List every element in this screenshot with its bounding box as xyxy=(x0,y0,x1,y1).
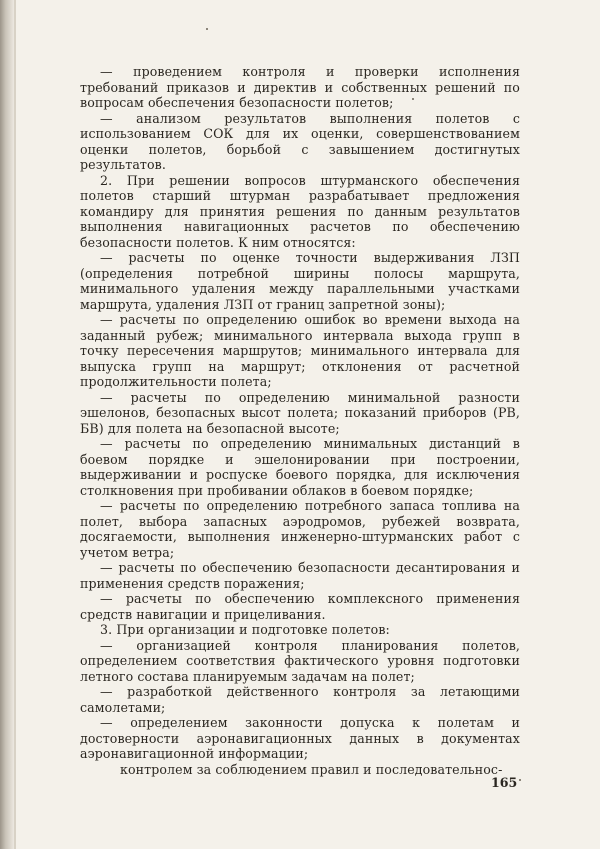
paragraph-2: — анализом результатов выполнения полетов с использованием СОК для их оценки, совершенствованием оценки полетов, борьбой с завышением достигнутых результатов. xyxy=(80,110,520,172)
paragraph-1: — проведением контроля и проверки исполнения требований приказов и директив и собственных решений по вопросам обеспечения безопасности полетов; xyxy=(80,64,520,110)
print-speck xyxy=(206,28,208,30)
page-binding-shadow xyxy=(0,0,14,849)
paragraph-7: — расчеты по определению минимальных дистанций в боевом порядке и эшелонировании при построении, выдерживании и роспуске боевого порядка, для исключения столкновения при пробивании облаков в боевом порядке; xyxy=(80,436,520,498)
paragraph-4: — расчеты по оценке точности выдерживания ЛЗП (определения потребной ширины полосы маршрута, минимального удаления между параллельными участками маршрута, удаления ЛЗП от границ запретной зоны); xyxy=(80,250,520,312)
print-speck xyxy=(412,98,414,100)
paragraph-5: — расчеты по определению ошибок во времени выхода на заданный рубеж; минимального интервала выхода групп в точку пересечения маршрутов; минимального интервала для выпуска групп на маршрут; отклонения от расчетной продолжительности полета; xyxy=(80,312,520,389)
paragraph-15: контролем за соблюдением правил и последовательнос- xyxy=(120,761,503,777)
document-body xyxy=(80,64,520,777)
paragraph-11: 3. При организации и подготовке полетов: xyxy=(100,622,390,637)
paragraph-10: — расчеты по обеспечению комплексного применения средств навигации и прицеливания. xyxy=(80,591,520,622)
paragraph-8: — расчеты по определению потребного запаса топлива на полет, выбора запасных аэродромов, рубежей возврата, досягаемости, выполнения инженерно-штурманских работ с учетом ветра; xyxy=(80,498,520,560)
paragraph-12: — организацией контроля планирования полетов, определением соответствия фактического уровня подготовки летного состава планируемым задачам на полет; xyxy=(80,637,520,684)
paragraph-13: — разработкой действенного контроля за летающими самолетами; xyxy=(80,684,520,715)
page-number: 165 xyxy=(491,775,518,790)
paragraph-14: — определением законности допуска к полетам и достоверности аэронавигационных данных в документах аэронавигационной информации; xyxy=(80,715,520,761)
page-edge-line xyxy=(14,0,16,849)
paragraph-9: — расчеты по обеспечению безопасности десантирования и применения средств поражения; xyxy=(80,560,520,591)
paragraph-6: — расчеты по определению минимальной разности эшелонов, безопасных высот полета; показаний приборов (РВ, БВ) для полета на безопасной высоте; xyxy=(80,389,520,436)
paragraph-3: 2. При решении вопросов штурманского обеспечения полетов старший штурман разрабатывает предложения командиру для принятия решения по данным результатов выполнения навигационных расчетов по обеспечению безопасности полетов. К ним относятся: xyxy=(80,172,520,250)
print-speck xyxy=(519,779,521,781)
